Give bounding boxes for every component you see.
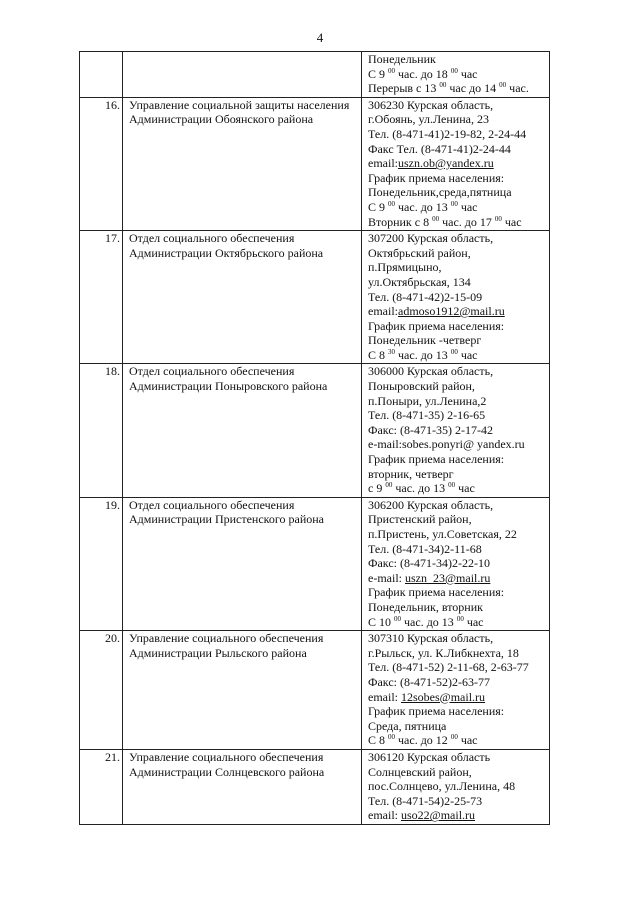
contact-text: час. до 13 [392,481,449,496]
contact-text: Тел. (8-471-41)2-19-82, 2-24-44 [368,126,527,141]
contact-text: Вторник с 8 [368,214,433,229]
contact-text: e-mail: [368,570,405,585]
contact-text: п.Пристень, ул.Советская, 22 [368,527,517,541]
contact-text: С 8 [368,347,389,362]
time-superscript: 00 [388,199,396,208]
contact-line [368,646,547,661]
contact-line [368,808,547,823]
contact-text: Факс: (8-471-35) 2-17-42 [368,422,493,437]
contact-text: час. [506,81,529,96]
contact-line [368,260,547,275]
contact-line [368,408,547,423]
time-superscript: 00 [499,81,507,90]
contact-line [368,704,547,719]
contact-cell [362,52,550,98]
contact-text: час. до 13 [395,199,451,214]
table-row [80,497,550,630]
table-row [80,749,550,824]
contact-text: час. до 18 [395,66,451,81]
contact-line [368,348,547,363]
contact-text: час [457,733,478,748]
contact-line [368,185,547,200]
contact-line [368,290,547,305]
contact-text: email: [368,808,401,823]
contact-line [368,127,547,142]
contact-line [368,498,547,513]
contact-line [368,719,547,734]
contact-text: email: [368,156,398,171]
contact-text: e-mail:sobes.ponyri@ yandex.ru [368,437,525,452]
contact-text: час [501,214,522,229]
contact-text: Поныровский район, [368,379,475,394]
contact-text: email: [368,689,401,704]
contact-cell [362,364,550,497]
contact-line [368,379,547,394]
contact-text: час [455,481,475,496]
contact-text: График приема населения: [368,452,505,467]
contact-text: email: [368,304,398,319]
contact-text: Тел. (8-471-52) 2-11-68, 2-63-77 [368,660,529,675]
contact-line [368,319,547,334]
contact-line [368,631,547,646]
contact-line [368,142,547,157]
table-row [80,52,550,98]
contact-text: г.Обоянь, ул.Ленина, 23 [368,112,489,127]
time-superscript: 30 [388,347,396,356]
contact-line [368,275,547,290]
contact-text: час [457,347,478,362]
contact-line [368,81,547,96]
time-superscript: 00 [439,81,447,90]
contact-text: Тел. (8-471-35) 2-16-65 [368,408,486,423]
time-superscript: 00 [450,199,458,208]
contact-text: Понедельник -четверг [368,333,482,348]
contact-text: Понедельник, вторник [368,599,483,614]
contact-line [368,571,547,586]
contact-line [368,98,547,113]
time-superscript: 00 [456,614,464,623]
contact-line [368,333,547,348]
contact-line [368,467,547,482]
contact-text: Факс: (8-471-34)2-22-10 [368,556,490,571]
time-superscript: 00 [432,214,440,223]
contact-text: час. до 17 [439,214,495,229]
organization-cell: Отдел социального обеспечения Администрации Поныровского района [123,364,362,497]
contact-text: час. до 13 [401,614,457,629]
contact-text: вторник, четверг [368,466,454,481]
contact-line [368,542,547,557]
contact-line [368,779,547,794]
contact-text: час. до 12 [395,733,451,748]
contact-text: 306000 Курская область, [368,364,494,379]
table-row [80,97,550,230]
contact-cell [362,631,550,750]
contact-line [368,200,547,215]
row-number-cell: 19. [80,497,123,630]
email-link[interactable]: uso22@mail.ru [401,808,476,823]
contact-line [368,733,547,748]
contact-cell [362,749,550,824]
contact-text: п.Прямицыно, [368,260,442,275]
contact-text: час [457,66,478,81]
contact-text: г.Рыльск, ул. К.Либкнехта, 18 [368,645,519,660]
email-link[interactable]: uszn_23@mail.ru [404,570,491,585]
contact-text: Понедельник [368,52,436,66]
contact-line [368,156,547,171]
contact-text: час. до 13 [395,347,451,362]
contact-text: п.Поныри, ул.Ленина,2 [368,393,487,408]
row-number-cell: 18. [80,364,123,497]
contact-text: 306200 Курская область, [368,497,494,512]
contact-text: Тел. (8-471-54)2-25-73 [368,793,483,808]
contact-cell [362,497,550,630]
contact-line [368,765,547,780]
contact-text: Пристенский район, [368,512,472,527]
page-number: 4 [316,30,324,45]
contact-text: График приема населения: [368,704,505,719]
contact-line [368,527,547,542]
contact-text: Факс: (8-471-52)2-63-77 [368,674,490,689]
contact-text: График приема населения: [368,318,505,333]
contact-cell [362,231,550,364]
contact-text: График приема населения: [368,170,505,185]
contact-line [368,171,547,186]
email-link[interactable]: uszn.ob@yandex.ru [398,156,494,171]
contact-text: Тел. (8-471-34)2-11-68 [368,541,482,556]
organization-cell: Управление социального обеспечения Администрации Солнцевского района [123,749,362,824]
organization-cell [123,52,362,98]
organization-cell: Отдел социального обеспечения Администрации Октябрьского района [123,231,362,364]
contact-text: С 9 [368,199,389,214]
contact-text: С 10 [368,614,395,629]
contact-text: час [457,199,478,214]
time-superscript: 00 [385,481,393,490]
contact-line [368,794,547,809]
contact-text: 306230 Курская область, [368,97,494,112]
time-superscript: 00 [394,614,402,623]
contact-text: 307200 Курская область, [368,231,494,246]
organization-cell: Отдел социального обеспечения Администрации Пристенского района [123,497,362,630]
contact-line [368,67,547,82]
contact-line [368,52,547,67]
contact-text: ул.Октябрьская, 134 [368,274,471,289]
time-superscript: 00 [450,733,458,742]
row-number-cell: 16. [80,97,123,230]
social-services-table [79,51,550,825]
contact-line [368,675,547,690]
contact-text: Тел. (8-471-42)2-15-09 [368,289,483,304]
contact-text: час [463,614,484,629]
contact-line [368,246,547,261]
contact-line [368,556,547,571]
contact-text: С 9 [368,66,389,81]
contact-text: час до 14 [446,81,500,96]
table-row [80,231,550,364]
contact-text: 306120 Курская область [368,749,491,764]
contact-line [368,112,547,127]
contact-line [368,304,547,319]
contact-text: пос.Солнцево, ул.Ленина, 48 [368,779,516,794]
contact-line [368,512,547,527]
contact-line [368,690,547,705]
contact-line [368,437,547,452]
email-link[interactable]: 12sobes@mail.ru [401,689,486,704]
contact-text: С 8 [368,733,389,748]
contact-line [368,481,547,496]
table-body [80,52,550,825]
contact-text: Среда, пятница [368,718,447,733]
contact-text: с 9 [368,481,386,496]
contact-line [368,600,547,615]
time-superscript: 00 [448,481,456,490]
contact-text: График приема населения: [368,585,505,600]
row-number-cell: 17. [80,231,123,364]
time-superscript: 00 [494,214,502,223]
organization-cell: Управление социального обеспечения Администрации Рыльского района [123,631,362,750]
contact-line [368,423,547,438]
row-number-cell: 20. [80,631,123,750]
contact-line [368,364,547,379]
time-superscript: 00 [450,66,458,75]
contact-text: 307310 Курская область, [368,631,494,646]
time-superscript: 00 [388,66,396,75]
contact-cell [362,97,550,230]
row-number-cell: 21. [80,749,123,824]
contact-text: Перерыв с 13 [368,81,440,96]
table-row [80,364,550,497]
row-number-cell [80,52,123,98]
contact-line [368,585,547,600]
contact-line [368,215,547,230]
contact-line [368,615,547,630]
contact-line [368,660,547,675]
table-row [80,631,550,750]
contact-text: Солнцевский район, [368,764,472,779]
contact-text: Факс Тел. (8-471-41)2-24-44 [368,141,511,156]
time-superscript: 00 [388,733,396,742]
contact-line [368,231,547,246]
contact-line [368,750,547,765]
organization-cell: Управление социальной защиты населения Администрации Обоянского района [123,97,362,230]
contact-line [368,452,547,467]
contact-text: Октябрьский район, [368,245,471,260]
contact-text: Понедельник,среда,пятница [368,185,512,200]
email-link[interactable]: admoso1912@mail.ru [398,304,505,319]
contact-line [368,394,547,409]
time-superscript: 00 [450,347,458,356]
